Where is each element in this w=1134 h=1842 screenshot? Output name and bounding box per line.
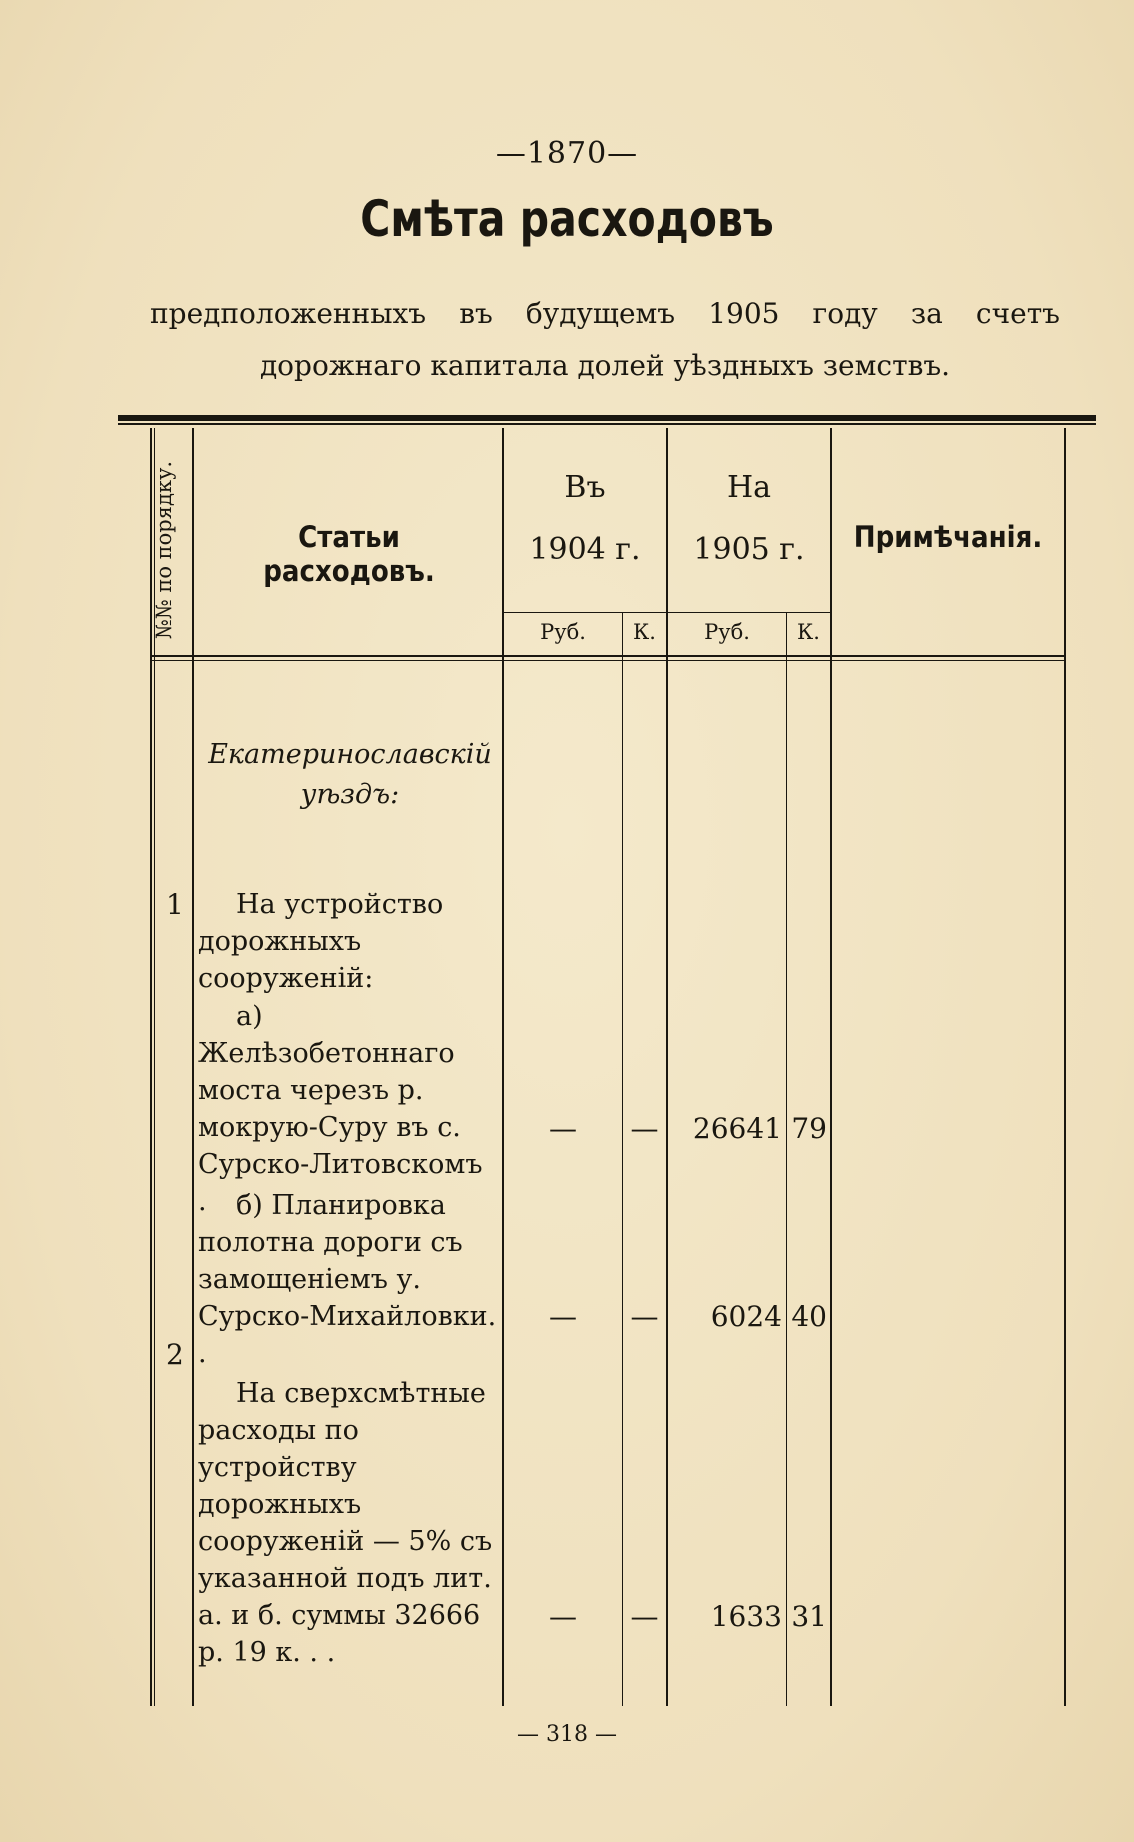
header-bottom-rule <box>150 655 1066 657</box>
row-b-rub-1904: — <box>549 1300 577 1333</box>
row-2-text: На сверхсмѣтные расходы по устройству дорожныхъ сооруженій — 5% съ указанной подъ лит. а. и б. суммы 32666 р. 19 к. . . <box>198 1378 493 1668</box>
district-heading: Екатеринославскій уѣздъ: <box>208 739 492 810</box>
header-number-column: №№ по порядку. <box>152 460 176 640</box>
row-number-1: 1 <box>166 888 184 921</box>
row-2-rub-1904: — <box>549 1600 577 1633</box>
row-2-rub-1905: 1633 <box>710 1600 782 1633</box>
header-1904-year: 1904 г. <box>529 532 641 567</box>
page-header-number: —1870— <box>495 136 639 171</box>
header-kop-1905: К. <box>797 620 820 644</box>
header-items-column: Статьи расходовъ. <box>263 520 435 588</box>
col-divider-kop-1905 <box>786 612 787 1706</box>
row-2-kop-1905: 31 <box>791 1600 827 1633</box>
header-1905-year: 1905 г. <box>693 532 805 567</box>
table-top-rule <box>118 415 1096 421</box>
col-divider-1905 <box>830 428 832 1706</box>
row-a-kop-1904: — <box>630 1112 659 1145</box>
header-rub-1904: Руб. <box>540 620 586 644</box>
row-a-kop-1905: 79 <box>791 1112 827 1145</box>
header-1905-top: На <box>726 470 772 505</box>
row-a-rub-1904: — <box>549 1112 577 1145</box>
header-bottom-rule-thin <box>150 660 1066 661</box>
header-kop-1904: К. <box>633 620 656 644</box>
row-2-kop-1904: — <box>630 1600 659 1633</box>
table-top-rule-thin <box>118 423 1096 425</box>
row-b-text: б) Планировка полотна дороги съ замощеніемъ у. Сурско-Михайловки. . <box>198 1190 497 1369</box>
row-1-text: На устройство дорожныхъ сооруженій: <box>198 889 444 994</box>
row-b-rub-1905: 6024 <box>710 1300 782 1333</box>
col-divider-kop-1904 <box>622 612 623 1706</box>
page-title: Смѣта расходовъ <box>360 190 774 248</box>
table-right-border <box>1064 428 1066 1706</box>
row-a-text: а) Желѣзобетоннаго моста черезъ р. мокрую-Суру въ с. Сурско-Литовскомъ . <box>198 1001 483 1217</box>
col-divider-number <box>192 428 194 1706</box>
subheader-rule <box>502 612 830 613</box>
header-notes-column: Примѣчанія. <box>853 520 1043 554</box>
header-rub-1905: Руб. <box>704 620 750 644</box>
row-number-2: 2 <box>166 1338 184 1371</box>
page-subtitle: предположенныхъ въ будущемъ 1905 году за счетъ дорожнаго капитала долей уѣздныхъ земствъ. <box>150 297 1060 382</box>
header-1904-top: Въ <box>564 470 606 505</box>
row-b-kop-1905: 40 <box>791 1300 827 1333</box>
page-footer-number: — 318 — <box>517 1722 617 1747</box>
row-b-kop-1904: — <box>630 1300 659 1333</box>
row-a-rub-1905: 26641 <box>692 1112 782 1145</box>
